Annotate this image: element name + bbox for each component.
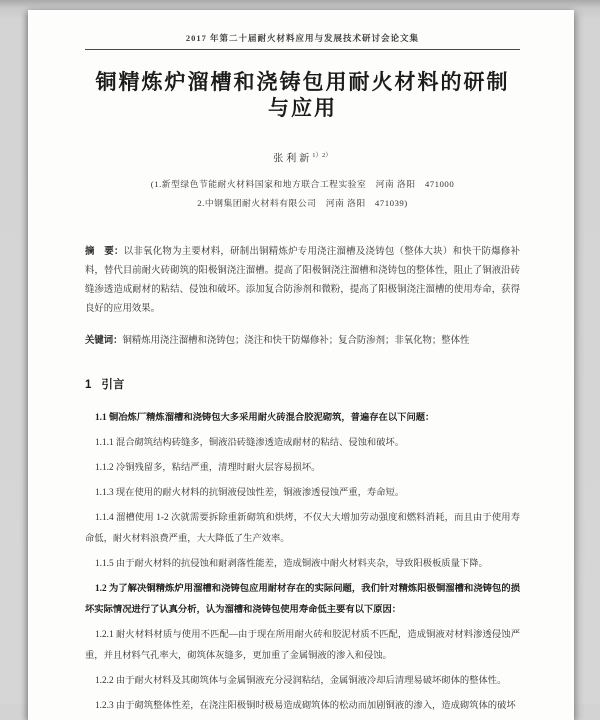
keywords-line	[85, 335, 520, 348]
proceedings-header: 2017 年第二十届耐火材料应用与发展技术研讨会论文集	[185, 33, 420, 43]
section-number: 1	[85, 379, 92, 392]
paragraph-1-1-3: 1.1.3 现在使用的耐火材料的抗铜液侵蚀性差，铜液渗透侵蚀严重，寿命短。	[95, 488, 405, 499]
affiliation-line-2: 2.中钢集团耐火材料有限公司 河南 洛阳 471039)	[197, 198, 408, 209]
paragraph-1-1-2: 1.1.2 冷铜残留多，粘结严重，清理时耐火层容易损坏。	[95, 463, 321, 474]
affiliation-line-1: (1.新型绿色节能耐火材料国家和地方联合工程实验室 河南 洛阳 471000	[150, 179, 455, 190]
paragraph-1-2-2: 1.2.2 由于耐火材料及其砌筑体与金属铜液充分浸润粘结，金属铜液冷却后清理易破坏砌体的整体性。	[95, 676, 507, 687]
author-affiliation-marks: 1）2）	[312, 152, 332, 159]
paragraph-1-1-5: 1.1.5 由于耐火材料的抗侵蚀和耐剥落性能差，造成铜液中耐火材料夹杂，导致阳极板质量下降。	[95, 559, 488, 570]
paragraph-1-1: 1.1 铜冶炼厂精炼溜槽和浇铸包大多采用耐火砖混合胶泥砌筑，普遍存在以下问题：	[95, 413, 435, 424]
keywords-text: 铜精炼用浇注溜槽和浇铸包；浇注和快干防爆修补；复合防渗剂；非氧化物；整体性	[122, 336, 470, 347]
paragraph-1-1-1: 1.1.1 混合砌筑结构砖缝多，铜液沿砖缝渗透造成耐材的粘结、侵蚀和破坏。	[95, 438, 405, 449]
paragraph-1-2: 1.2 为了解决铜精炼炉用溜槽和浇铸包应用耐材存在的实际问题，我们针对精炼阳极铜溜槽和浇铸包的损坏实际情况进行了认真分析，认为溜槽和浇铸包使用寿命低主要有以下原因：	[85, 584, 520, 616]
section-title: 引言	[101, 379, 125, 392]
paper-page	[28, 10, 574, 720]
abstract-paragraph	[85, 243, 520, 319]
author-name: 张利新	[273, 153, 313, 165]
header-rule	[85, 49, 520, 50]
body-paragraphs	[85, 408, 520, 717]
paragraph-1-2-3: 1.2.3 由于砌筑整体性差，在浇注阳极铜时极易造成砌筑体的松动而加剧铜液的渗入，造成砌筑体的破坏	[95, 701, 516, 712]
author-line	[85, 150, 520, 165]
paragraph-1-2-1: 1.2.1 耐火材料材质与使用不匹配—由于现在所用耐火砖和胶泥材质不匹配，造成铜液对材料渗透侵蚀严重，并且材料气孔率大，砌筑体灰缝多，更加重了金属铜液的渗入和侵蚀。	[85, 630, 520, 662]
paragraph-1-1-4: 1.1.4 溜槽使用 1-2 次就需要拆除重新砌筑和烘烤，不仅大大增加劳动强度和燃料消耗，而且由于使用寿命低，耐火材料浪费严重，大大降低了生产效率。	[85, 513, 520, 545]
abstract-text: 以非氧化物为主要材料，研制出铜精炼炉专用浇注溜槽及浇铸包（整体大块）和快干防爆修补料，替代目前耐火砖砌筑的阳极铜浇注溜槽。提高了阳极铜浇注溜槽和浇铸包的整体性，阻止了铜液沿砖缝渗透造成耐材的粘结、侵蚀和破坏。添加复合防渗剂和微粉，提高了阳极铜浇注溜槽的使用寿命，获得良好的应用效果。	[85, 247, 520, 315]
paper-title: 铜精炼炉溜槽和浇铸包用耐火材料的研制与应用	[95, 71, 510, 120]
section-heading-introduction	[85, 378, 520, 392]
abstract-label: 摘 要：	[85, 247, 124, 258]
keywords-label: 关键词：	[85, 336, 123, 347]
